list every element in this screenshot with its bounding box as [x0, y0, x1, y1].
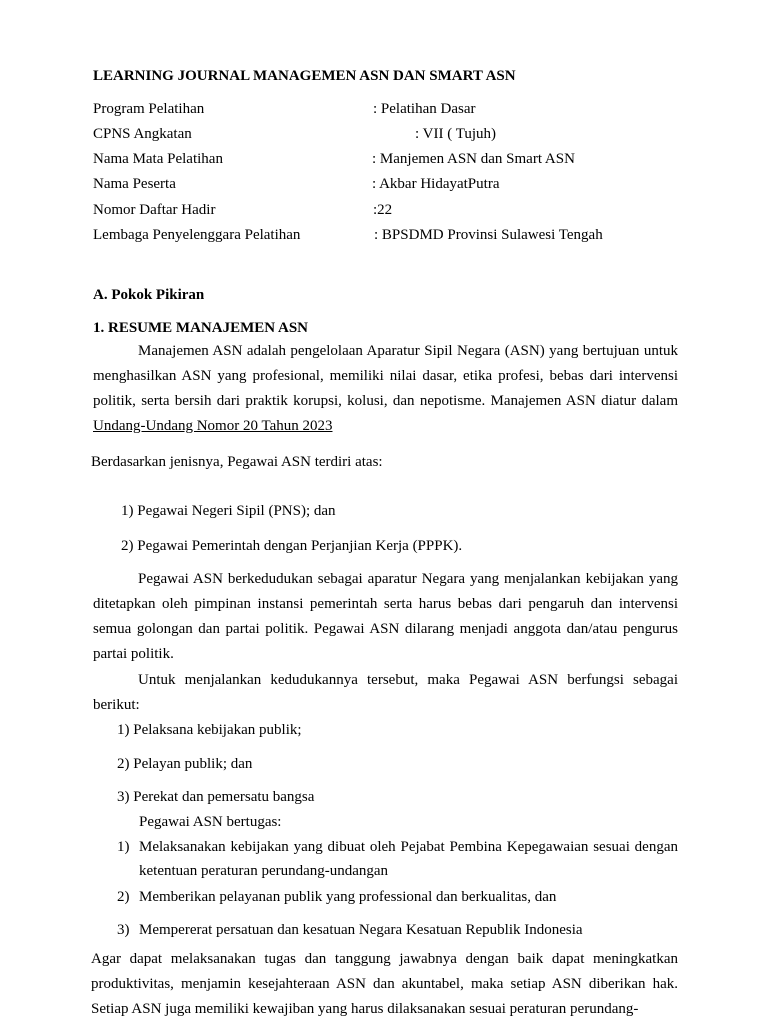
paragraph-fungsi: Untuk menjalankan kedudukannya tersebut, maka Pegawai ASN berfungsi sebagai berikut: [93, 672, 678, 713]
duties-intro: Pegawai ASN bertugas: [139, 814, 282, 830]
info-label: Lembaga Penyelenggara Pelatihan [93, 227, 301, 243]
info-label: Nomor Daftar Hadir [93, 202, 216, 218]
info-value: : Akbar HidayatPutra [372, 176, 500, 192]
list-number: 1) [117, 839, 130, 855]
info-row [93, 126, 693, 146]
paragraph-kedudukan: Pegawai ASN berkedudukan sebagai aparatur Negara yang menjalankan kebijakan yang ditetapkan oleh pimpinan instansi pemerintah serta harus bebas dari pengaruh dan intervensi semua golongan dan partai politik. Pegawai ASN dilarang menjadi anggota dan/atau pengurus partai politik. [93, 571, 678, 662]
section-heading-1: 1. RESUME MANAJEMEN ASN [93, 320, 309, 336]
list-text: Melaksanakan kebijakan yang dibuat oleh Pejabat Pembina Kepegawaian sesuai dengan ketentuan peraturan perundang-undangan [139, 839, 678, 879]
list-item: 1) Pelaksana kebijakan publik; [117, 722, 302, 738]
info-row [93, 227, 693, 247]
list-text: Memberikan pelayanan publik yang professional dan berkualitas, dan [139, 889, 557, 905]
paragraph-text: Manajemen ASN adalah pengelolaan Aparatur Sipil Negara (ASN) yang bertujuan untuk menghasilkan ASN yang profesional, memiliki nilai dasar, etika profesi, bebas dari intervensi politik, serta bersih dari praktik korupsi, kolusi, dan nepotisme. Manajemen ASN diatur dalam [93, 343, 678, 409]
list-number: 3) [117, 922, 130, 938]
info-value: : Manjemen ASN dan Smart ASN [372, 151, 575, 167]
list-text: Mempererat persatuan dan kesatuan Negara Kesatuan Republik Indonesia [139, 922, 583, 938]
info-label: Program Pelatihan [93, 101, 205, 117]
info-value: : VII ( Tujuh) [415, 126, 496, 142]
paragraph-manajemen-asn [93, 339, 678, 439]
info-label: Nama Mata Pelatihan [93, 151, 223, 167]
info-value: : Pelatihan Dasar [373, 101, 476, 117]
info-row [93, 176, 693, 196]
list-item: 1) Pegawai Negeri Sipil (PNS); dan [121, 503, 336, 519]
info-label: Nama Peserta [93, 176, 176, 192]
info-row [93, 101, 693, 121]
list-item: 2) Pelayan publik; dan [117, 756, 253, 772]
document-title: LEARNING JOURNAL MANAGEMEN ASN DAN SMART ASN [93, 68, 516, 84]
info-label: CPNS Angkatan [93, 126, 192, 142]
info-value: : BPSDMD Provinsi Sulawesi Tengah [374, 227, 603, 243]
info-value: :22 [373, 202, 393, 218]
paragraph-hak-kewajiban: Agar dapat melaksanakan tugas dan tanggung jawabnya dengan baik dapat meningkatkan produktivitas, menjamin kesejahteraan ASN dan akuntabel, maka setiap ASN diberikan hak. Setiap ASN juga memiliki kewajiban yang harus dilaksanakan sesuai peraturan perundang- [91, 951, 678, 1017]
paragraph-jenis-asn: Berdasarkan jenisnya, Pegawai ASN terdiri atas: [91, 454, 383, 470]
list-item: 2) Pegawai Pemerintah dengan Perjanjian Kerja (PPPK). [121, 538, 463, 554]
law-reference-link[interactable]: Undang-Undang Nomor 20 Tahun 2023 [93, 418, 333, 434]
list-item: 3) Perekat dan pemersatu bangsa [117, 789, 315, 805]
info-row [93, 202, 693, 222]
info-row [93, 151, 693, 171]
section-heading-a: A. Pokok Pikiran [93, 287, 205, 303]
list-number: 2) [117, 889, 130, 905]
